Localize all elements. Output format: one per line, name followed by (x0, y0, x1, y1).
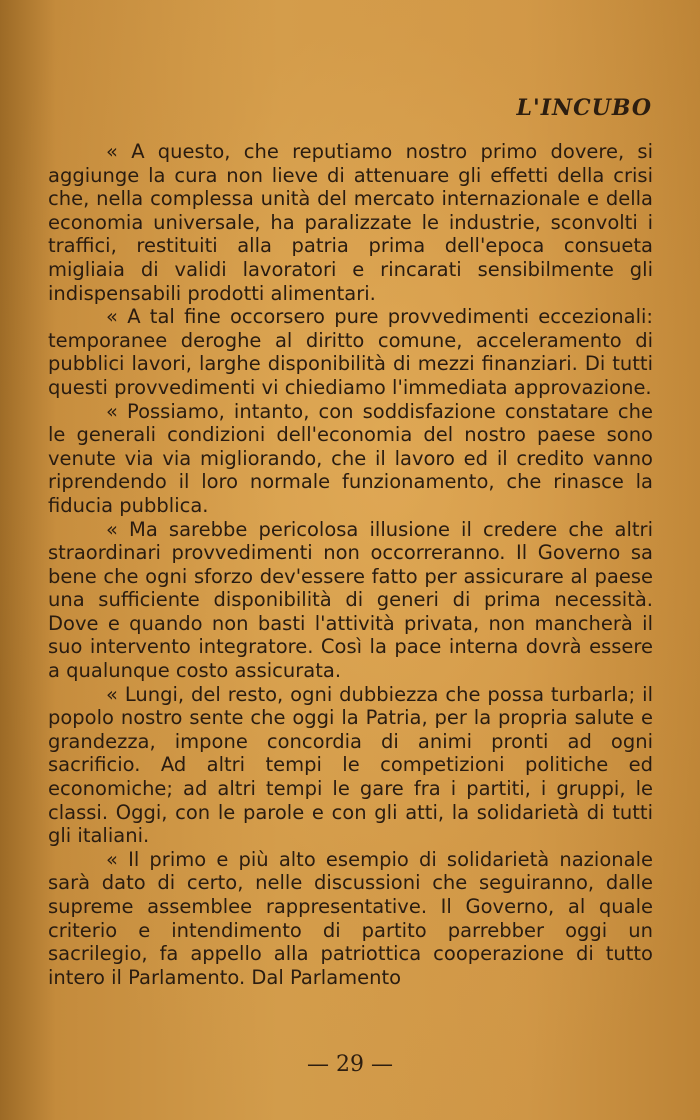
paragraph-5: « Lungi, del resto, ogni dubbiezza che possa turbarla; il popolo nostro sente che oggi la Patria, per la propria salute e grandezza, impone concordia di animi pronti ad ogni sacrificio. Ad altri tempi le competizioni politiche ed economiche; ad altri tempi le gare fra i partiti, i gruppi, le classi. Oggi, con le parole e con gli atti, la solidarietà di tutti gli italiani. (48, 682, 653, 848)
paragraph-3: « Possiamo, intanto, con soddisfazione constatare che le generali condizioni dell'economia del nostro paese sono venute via via migliorando, che il lavoro ed il credito vanno riprendendo il loro normale funzionamento, che rinasce la fiducia pubblica. (48, 399, 653, 517)
paragraph-4: « Ma sarebbe pericolosa illusione il credere che altri straordinari provvedimenti non occorreranno. Il Governo sa bene che ogni sforzo dev'essere fatto per assicurare al paese una sufficiente disponibilità di generi di prima necessità. Dove e quando non basti l'attività privata, non mancherà il suo intervento integratore. Così la pace interna dovrà essere a qualunque costo assicurata. (48, 517, 653, 683)
body-text (48, 140, 653, 989)
paragraph-2: « A tal fine occorsero pure provvedimenti eccezionali: temporanee deroghe al diritto comune, acceleramento di pubblici lavori, larghe disponibilità di mezzi finanziari. Di tutti questi provvedimenti vi chiediamo l'immediata approvazione. (48, 305, 653, 399)
running-head: L'INCUBO (516, 95, 652, 121)
page-number: — 29 — (307, 1052, 393, 1077)
paragraph-1: « A questo, che reputiamo nostro primo dovere, si aggiunge la cura non lieve di attenuare gli effetti della crisi che, nella complessa unità del mercato internazionale e della economia universale, ha paralizzate le industrie, sconvolti i traffici, restituiti alla patria prima dell'epoca consueta migliaia di validi lavoratori e rincarati sensibilmente gli indispensabili prodotti alimentari. (48, 140, 653, 305)
paragraph-6: « Il primo e più alto esempio di solidarietà nazionale sarà dato di certo, nelle discussioni che seguiranno, dalle supreme assemblee rappresentative. Il Governo, al quale criterio e intendimento di partito parrebber oggi un sacrilegio, fa appello alla patriottica cooperazione di tutto intero il Parlamento. Dal Parlamento (48, 847, 653, 989)
